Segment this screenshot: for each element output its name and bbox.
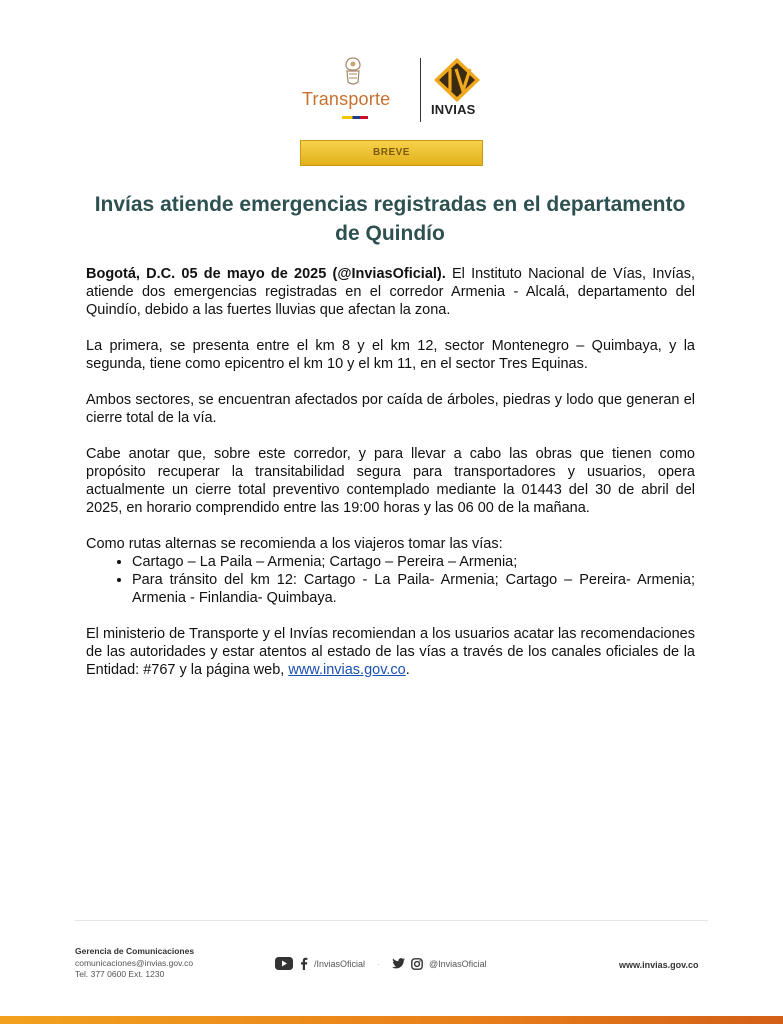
footer-website[interactable]: www.invias.gov.co: [619, 960, 699, 970]
footer-department: Gerencia de Comunicaciones: [75, 946, 195, 956]
list-item: • Para tránsito del km 12: Cartago - La Paila- Armenia; Cartago – Pereira- Armenia; Armenia - Finlandia- Quimbaya.: [132, 571, 695, 607]
lead-text: El Instituto Nacional de Vías, Invías, atiende dos emergencias registradas en el corredor Armenia - Alcalá, departamento del Quindío, debido a las fuertes lluvias que afectan la zona.: [86, 266, 695, 318]
recommendation-text: El ministerio de Transporte y el Invías recomiendan a los usuarios acatar las recomendaciones de las autoridades y estar atentos al estado de las vías a través de los canales oficiales de la Entidad: #767 y la página web,: [86, 626, 695, 678]
social-handle-facebook-youtube[interactable]: /InviasOficial: [314, 958, 366, 969]
paragraph-recommendation: [86, 625, 695, 679]
paragraph-closure: Cabe anotar que, sobre este corredor, y para llevar a cabo las obras que tienen como propósito recuperar la transitabilidad segura para transportadores y usuarios, opera actualmente un cierre total preventivo contemplado mediante la 01443 del 30 de abril del 2025, en horario comprendido entre las 19:00 horas y las 06 00 de la mañana.: [86, 446, 695, 516]
twitter-icon[interactable]: [392, 958, 405, 969]
footer-phone: Tel. 377 0600 Ext. 1230: [75, 969, 165, 979]
footer-social-links: [275, 957, 487, 970]
instagram-icon[interactable]: [411, 958, 423, 970]
invias-diamond-logo-icon: [430, 56, 484, 102]
alternate-routes-list: [86, 553, 695, 607]
footer-email: comunicaciones@invias.gov.co: [75, 957, 194, 968]
invias-logo: [430, 56, 484, 120]
list-item: • Cartago – La Paila – Armenia; Cartago – Pereira – Armenia;: [132, 553, 695, 571]
footer-separator: ·: [377, 958, 381, 969]
ministry-of-transport-logo: [298, 56, 410, 122]
logo-divider: [420, 58, 421, 122]
agency-logo-text: INVIAS: [431, 102, 476, 117]
footer-divider: [75, 920, 708, 921]
footer-color-bar: [0, 1016, 783, 1024]
section-badge: BREVE: [300, 140, 483, 166]
paragraph-damage: Ambos sectores, se encuentran afectados por caída de árboles, piedras y lodo que generan el cierre total de la vía.: [86, 392, 695, 426]
dateline: Bogotá, D.C. 05 de mayo de 2025 (@InviasOficial).: [86, 266, 446, 282]
press-release-title: Invías atiende emergencias registradas en el departamento de Quindío: [94, 193, 686, 245]
colombia-flag-stripe: [342, 116, 368, 119]
lead-paragraph: [86, 265, 695, 319]
social-handle-twitter-instagram[interactable]: @InviasOficial: [429, 958, 487, 969]
recommendation-end: .: [405, 662, 410, 678]
press-release-body: [86, 265, 695, 679]
facebook-icon[interactable]: [299, 957, 308, 970]
ministry-logo-text: Transporte: [302, 89, 391, 109]
footer-contact: [75, 946, 194, 981]
website-link[interactable]: www.invias.gov.co: [288, 662, 406, 678]
colombia-seal-icon: [340, 56, 366, 88]
youtube-icon[interactable]: [275, 957, 293, 970]
paragraph-sectors: La primera, se presenta entre el km 8 y el km 12, sector Montenegro – Quimbaya, y la segunda, tiene como epicentro el km 10 y el km 11, en el sector Tres Equinas.: [86, 338, 695, 372]
paragraph-routes-intro: Como rutas alternas se recomienda a los viajeros tomar las vías:: [86, 536, 503, 552]
